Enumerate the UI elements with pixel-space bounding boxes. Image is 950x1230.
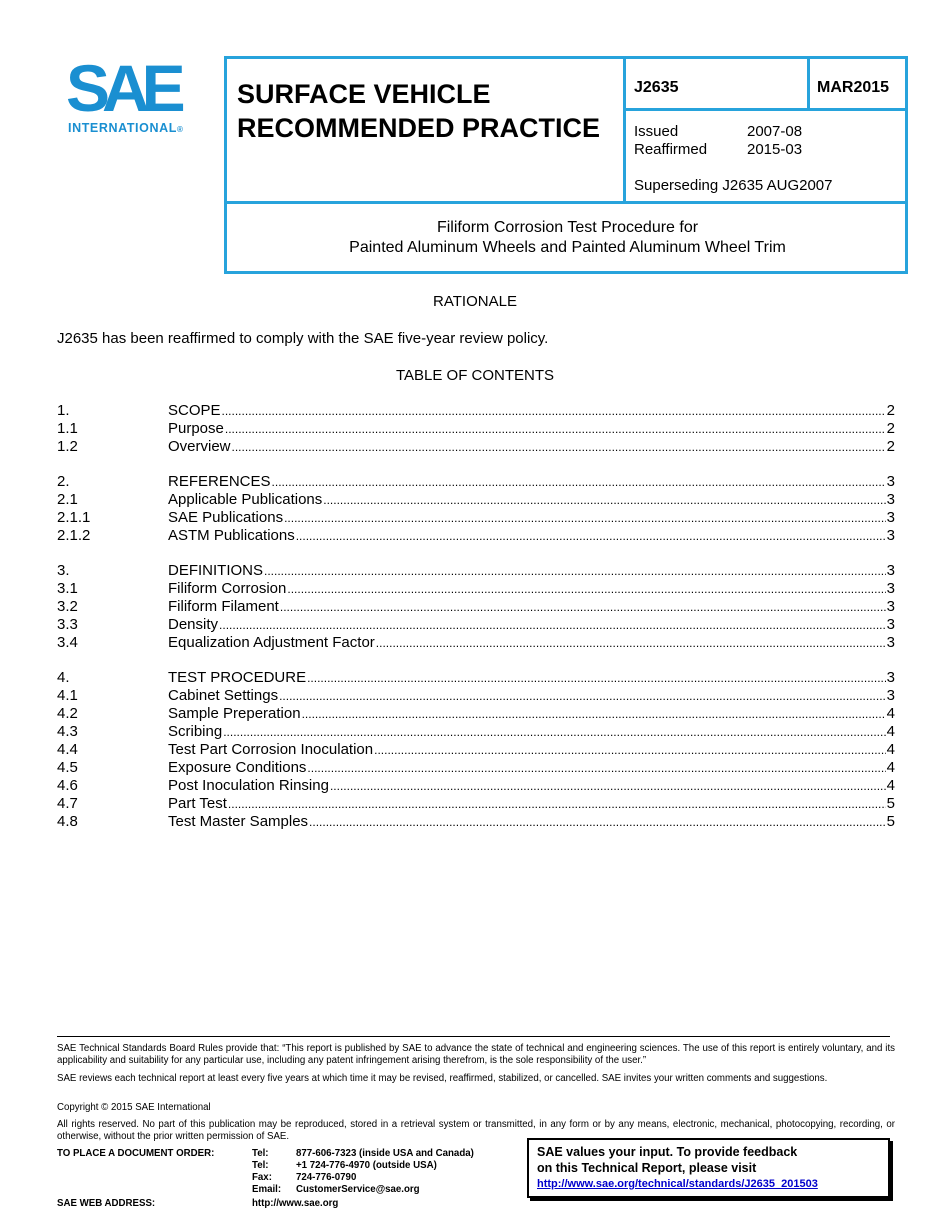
toc-leader — [219, 616, 886, 634]
toc-entry — [168, 723, 895, 741]
toc-leader — [279, 687, 886, 705]
toc-row[interactable] — [57, 669, 895, 687]
toc-entry — [168, 509, 895, 527]
review-notice: SAE reviews each technical report at least every five years at which time it may be revised, reaffirmed, stabilized, or cancelled. SAE invites your written comments and suggestions. — [57, 1073, 828, 1084]
toc-entry — [168, 616, 895, 634]
tel-label: Tel: — [252, 1160, 269, 1171]
sae-logo — [64, 51, 194, 138]
toc-leader — [287, 580, 885, 598]
tel-value: +1 724-776-4970 (outside USA) — [296, 1160, 437, 1171]
toc-title: Applicable Publications — [168, 491, 323, 508]
issued-label: Issued — [634, 123, 679, 140]
toc-row[interactable] — [57, 562, 895, 580]
toc-leader — [222, 402, 886, 420]
toc-page-number: 3 — [886, 634, 895, 651]
toc-page-number: 3 — [886, 687, 895, 704]
toc-page-number: 3 — [886, 509, 895, 526]
tel-label: Tel: — [252, 1148, 269, 1159]
toc-page-number: 2 — [886, 438, 895, 455]
toc-leader — [307, 669, 886, 687]
toc-number: 2. — [57, 473, 70, 490]
toc-number: 2.1.2 — [57, 527, 91, 544]
header-divider — [227, 201, 908, 204]
toc-leader — [374, 741, 886, 759]
toc-title: Equalization Adjustment Factor — [168, 634, 375, 651]
toc-entry — [168, 491, 895, 509]
toc-leader — [307, 759, 885, 777]
toc-page-number: 2 — [886, 420, 895, 437]
toc-page-number: 3 — [886, 598, 895, 615]
toc-page-number: 4 — [886, 705, 895, 722]
toc-page-number: 3 — [886, 527, 895, 544]
logo-letters: SAE — [66, 51, 178, 125]
document-type — [237, 77, 600, 145]
toc-number: 4.8 — [57, 813, 78, 830]
toc-leader — [309, 813, 886, 831]
rationale-text: J2635 has been reaffirmed to comply with the SAE five-year review policy. — [57, 330, 549, 347]
toc-leader — [232, 438, 886, 456]
reaffirmed-value: 2015-03 — [747, 141, 803, 158]
toc-leader — [228, 795, 886, 813]
toc-entry — [168, 777, 895, 795]
toc-entry — [168, 705, 895, 723]
toc-page-number: 3 — [886, 669, 895, 686]
toc-row[interactable] — [57, 741, 895, 759]
toc-leader — [330, 777, 886, 795]
toc-leader — [323, 491, 885, 509]
toc-leader — [296, 527, 886, 545]
logo-subtitle — [68, 121, 183, 135]
footer-rule — [57, 1036, 890, 1037]
toc-entry — [168, 562, 895, 580]
toc-number: 3.4 — [57, 634, 78, 651]
toc-page-number: 4 — [886, 759, 895, 776]
toc-leader — [284, 509, 886, 527]
toc-leader — [280, 598, 886, 616]
toc-number: 1.1 — [57, 420, 78, 437]
toc-row[interactable] — [57, 491, 895, 509]
toc-title: REFERENCES — [168, 473, 271, 490]
feedback-box — [527, 1138, 890, 1198]
toc-row[interactable] — [57, 813, 895, 831]
issued-value: 2007-08 — [747, 123, 803, 140]
superseding-note: Superseding J2635 AUG2007 — [634, 177, 833, 194]
toc-number: 3.3 — [57, 616, 78, 633]
toc-row[interactable] — [57, 509, 895, 527]
toc-number: 4.3 — [57, 723, 78, 740]
toc-entry — [168, 438, 895, 456]
toc-title: Part Test — [168, 795, 227, 812]
logo-sub-text: INTERNATIONAL — [68, 121, 177, 135]
fax-value: 724-776-0790 — [296, 1172, 357, 1183]
toc-number: 4.4 — [57, 741, 78, 758]
toc-leader — [302, 705, 886, 723]
toc-row[interactable] — [57, 580, 895, 598]
fax-label: Fax: — [252, 1172, 272, 1183]
rights-notice: All rights reserved. No part of this publication may be reproduced, stored in a retrieval system or transmitted, in any form or by any means, electronic, mechanical, photocopying, recording, or otherwise, without the prior written permission of SAE. — [57, 1119, 895, 1142]
header-divider — [623, 59, 626, 201]
toc-row[interactable] — [57, 598, 895, 616]
reaffirmed-label: Reaffirmed — [634, 141, 708, 158]
document-title-line: Filiform Corrosion Test Procedure for — [436, 219, 699, 236]
toc-title: Purpose — [168, 420, 224, 437]
toc-page-number: 3 — [886, 491, 895, 508]
toc-row[interactable] — [57, 795, 895, 813]
toc-page-number: 4 — [886, 777, 895, 794]
toc-title: Scribing — [168, 723, 223, 740]
toc-number: 2.1 — [57, 491, 78, 508]
toc-entry — [168, 759, 895, 777]
toc-title: Filiform Corrosion — [168, 580, 287, 597]
toc-number: 3.1 — [57, 580, 78, 597]
toc-title: Post Inoculation Rinsing — [168, 777, 329, 794]
toc-title: Sample Preperation — [168, 705, 301, 722]
toc-entry — [168, 634, 895, 652]
toc-page-number: 3 — [886, 473, 895, 490]
tel-value: 877-606-7323 (inside USA and Canada) — [296, 1148, 474, 1159]
document-history — [634, 123, 802, 159]
toc-number: 1. — [57, 402, 70, 419]
toc-number: 3. — [57, 562, 70, 579]
toc-entry — [168, 741, 895, 759]
toc-title: Test Master Samples — [168, 813, 309, 830]
toc-title: ASTM Publications — [168, 527, 295, 544]
email-value: CustomerService@sae.org — [296, 1184, 420, 1195]
toc-row[interactable] — [57, 634, 895, 652]
feedback-link[interactable]: http://www.sae.org/technical/standards/J2635_201503 — [537, 1178, 818, 1190]
document-date: MAR2015 — [817, 79, 890, 96]
toc-title: DEFINITIONS — [168, 562, 264, 579]
toc-title: Density — [168, 616, 219, 633]
toc-row[interactable] — [57, 438, 895, 456]
toc-title: Overview — [168, 438, 231, 455]
toc-title: SCOPE — [168, 402, 221, 419]
toc-entry — [168, 420, 895, 438]
table-of-contents — [57, 402, 895, 831]
toc-row[interactable] — [57, 705, 895, 723]
feedback-text: on this Technical Report, please visit — [537, 1161, 757, 1175]
toc-row[interactable] — [57, 527, 895, 545]
toc-leader — [225, 420, 886, 438]
standards-board-rules: SAE Technical Standards Board Rules provide that: “This report is published by SAE to advance the state of technical and engineering sciences. The use of this report is entirely voluntary, and its applicability and suitability for any particular use, including any patent infringement arising therefrom, is the sole responsibility of the user.” — [57, 1043, 895, 1066]
toc-number: 1.2 — [57, 438, 78, 455]
toc-number: 4.2 — [57, 705, 78, 722]
toc-title: Filiform Filament — [168, 598, 279, 615]
feedback-text: SAE values your input. To provide feedback — [537, 1145, 798, 1159]
rationale-heading: RATIONALE — [433, 293, 517, 310]
document-title — [227, 218, 908, 258]
toc-page-number: 3 — [886, 580, 895, 597]
web-value[interactable]: http://www.sae.org — [252, 1198, 339, 1209]
toc-title: Test Part Corrosion Inoculation — [168, 741, 374, 758]
toc-row[interactable] — [57, 687, 895, 705]
toc-number: 4.5 — [57, 759, 78, 776]
toc-entry — [168, 598, 895, 616]
registered-mark: ® — [176, 125, 184, 134]
toc-page-number: 4 — [886, 741, 895, 758]
toc-number: 2.1.1 — [57, 509, 91, 526]
order-label: TO PLACE A DOCUMENT ORDER: — [57, 1148, 215, 1159]
toc-entry — [168, 669, 895, 687]
toc-entry — [168, 402, 895, 420]
toc-leader — [223, 723, 885, 741]
document-type-line: RECOMMENDED PRACTICE — [237, 113, 601, 143]
document-number: J2635 — [634, 79, 679, 96]
toc-leader — [264, 562, 886, 580]
toc-number: 4.6 — [57, 777, 78, 794]
toc-title: TEST PROCEDURE — [168, 669, 307, 686]
toc-title: Cabinet Settings — [168, 687, 279, 704]
toc-page-number: 3 — [886, 616, 895, 633]
toc-title: SAE Publications — [168, 509, 284, 526]
toc-entry — [168, 795, 895, 813]
toc-entry — [168, 580, 895, 598]
toc-row[interactable] — [57, 723, 895, 741]
header-divider — [623, 108, 908, 111]
toc-page-number: 4 — [886, 723, 895, 740]
toc-leader — [272, 473, 886, 491]
toc-entry — [168, 813, 895, 831]
toc-page-number: 3 — [886, 562, 895, 579]
copyright: Copyright © 2015 SAE International — [57, 1102, 211, 1113]
toc-row[interactable] — [57, 777, 895, 795]
document-title-line: Painted Aluminum Wheels and Painted Aluminum Wheel Trim — [349, 239, 786, 256]
toc-entry — [168, 473, 895, 491]
toc-page-number: 2 — [886, 402, 895, 419]
web-label: SAE WEB ADDRESS: — [57, 1198, 156, 1209]
toc-entry — [168, 687, 895, 705]
toc-title: Exposure Conditions — [168, 759, 307, 776]
toc-page-number: 5 — [886, 813, 895, 830]
toc-row[interactable] — [57, 420, 895, 438]
toc-number: 4.7 — [57, 795, 78, 812]
document-type-line: SURFACE VEHICLE — [237, 79, 491, 109]
toc-heading: TABLE OF CONTENTS — [395, 367, 555, 384]
header-divider — [807, 59, 810, 108]
toc-leader — [376, 634, 886, 652]
toc-number: 4.1 — [57, 687, 78, 704]
toc-entry — [168, 527, 895, 545]
toc-number: 3.2 — [57, 598, 78, 615]
toc-page-number: 5 — [886, 795, 895, 812]
toc-row[interactable] — [57, 473, 895, 491]
toc-row[interactable] — [57, 402, 895, 420]
toc-row[interactable] — [57, 759, 895, 777]
toc-number: 4. — [57, 669, 70, 686]
header-box — [224, 56, 908, 274]
email-label: Email: — [252, 1184, 282, 1195]
toc-row[interactable] — [57, 616, 895, 634]
